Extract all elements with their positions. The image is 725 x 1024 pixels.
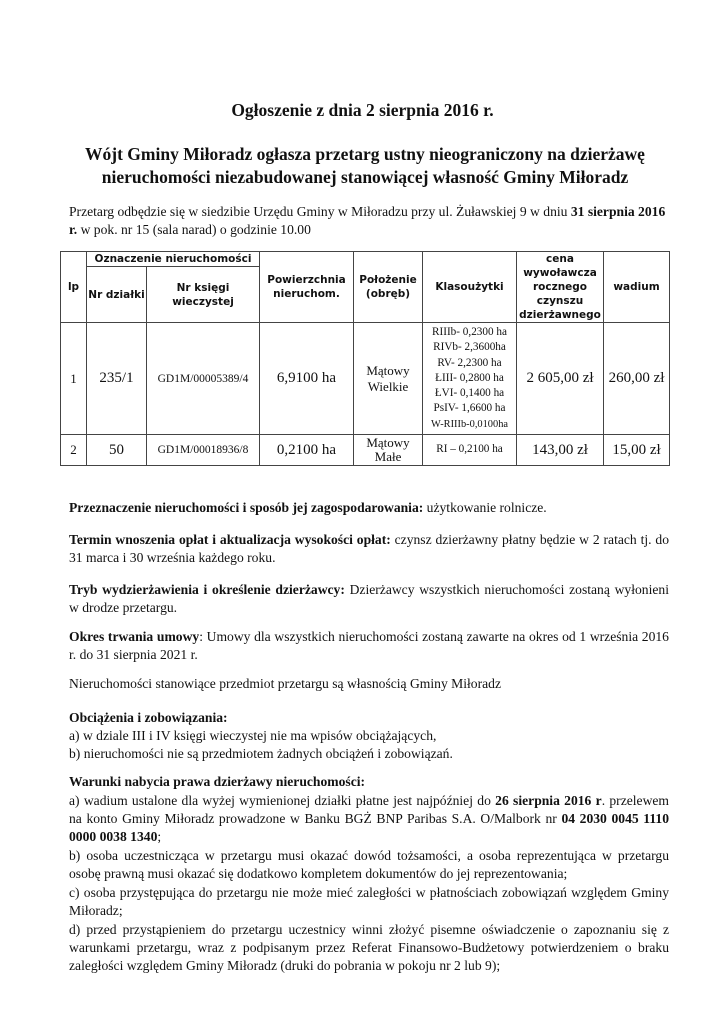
cell-deposit: 260,00 zł	[604, 323, 670, 435]
encumbrances-section	[69, 709, 669, 763]
land-class-line: ŁVI- 0,1400 ha	[434, 387, 505, 400]
payment-terms-label: Termin wnoszenia opłat i aktualizacja wysokości opłat:	[69, 532, 391, 547]
header-plot-number: Nr działki	[87, 267, 147, 323]
bank-account-number: 04 2030 0045 1110 0000 0038 1340	[69, 811, 669, 844]
announcement-heading: Wójt Gminy Miłoradz ogłasza przetarg ustny nieograniczony na dzierżawę nieruchomości niezabudowanej stanowiącej własność Gminy Miłoradz	[85, 144, 645, 187]
condition-a-text: ;	[157, 829, 162, 844]
cell-starting-price: 2 605,00 zł	[517, 323, 604, 435]
contract-period-paragraph	[69, 628, 669, 664]
cell-location: Mątowy Małe	[354, 435, 423, 466]
contract-period-text: : Umowy dla wszystkich nieruchomości zostaną zawarte na okres od 1 września 2016 r. do 31 sierpnia 2021 r.	[69, 629, 669, 662]
cell-land-register-number: GD1M/00018936/8	[147, 435, 260, 466]
table-row	[61, 435, 670, 466]
condition-item: d) przed przystąpieniem do przetargu uczestnicy winni złożyć pisemne oświadczenie o zapoznaniu się z warunkami przetargu, wraz z podpisanym przez Referat Finansowo-Budżetowy potwierdzeniem o braku zaległości względem Gminy Miłoradz (druki do pobrania w pokoju nr 2 lub 9);	[69, 922, 669, 973]
condition-item-a	[69, 792, 669, 846]
cell-land-classes	[423, 323, 517, 435]
cell-area: 0,2100 ha	[260, 435, 354, 466]
header-location: Położenie (obręb)	[354, 252, 423, 323]
cell-deposit: 15,00 zł	[604, 435, 670, 466]
header-area: Powierzchnia nieruchom.	[260, 252, 354, 323]
payment-terms-paragraph	[69, 531, 669, 567]
land-class-line: PsIV- 1,6600 ha	[433, 402, 506, 415]
purpose-paragraph	[69, 499, 669, 517]
table-row	[61, 323, 670, 435]
cell-land-register-number: GD1M/00005389/4	[147, 323, 260, 435]
auction-date: 31 sierpnia 2016 r.	[69, 204, 666, 237]
condition-item: b) osoba uczestnicząca w przetargu musi okazać dowód tożsamości, a osoba reprezentująca w przetargu osobę prawną musi okazać się dodatkowo kompletem dokumentów do jej reprezentowania;	[69, 848, 669, 881]
table-header-row	[61, 252, 670, 267]
ownership-paragraph: Nieruchomości stanowiące przedmiot przetargu są własnością Gminy Miłoradz	[69, 676, 501, 691]
land-class-line: RIVb- 2,3600ha	[433, 341, 506, 354]
lease-conditions-label: Warunki nabycia prawa dzierżawy nieruchomości:	[69, 774, 366, 789]
encumbrances-label: Obciążenia i zobowiązania:	[69, 710, 228, 725]
header-land-register-number: Nr księgi wieczystej	[147, 267, 260, 323]
lease-mode-paragraph	[69, 581, 669, 617]
auction-location-paragraph	[69, 203, 669, 239]
cell-lp: 1	[61, 323, 87, 435]
lease-mode-label: Tryb wydzierżawienia i określenie dzierżawcy:	[69, 582, 345, 597]
announcement-date-title: Ogłoszenie z dnia 2 sierpnia 2016 r.	[231, 100, 494, 120]
intro-text-after: w pok. nr 15 (sala narad) o godzinie 10.00	[77, 222, 311, 237]
lease-mode-text: Dzierżawcy wszystkich nieruchomości zostaną wyłonieni w drodze przetargu.	[69, 582, 669, 615]
deposit-deadline: 26 sierpnia 2016 r	[495, 793, 602, 808]
cell-plot-number: 50	[87, 435, 147, 466]
encumbrance-item: b) nieruchomości nie są przedmiotem żadnych obciążeń i zobowiązań.	[69, 746, 453, 761]
header-starting-price: cena wywoławcza rocznego czynszu dzierżawnego	[517, 252, 604, 323]
property-table	[60, 251, 670, 466]
cell-starting-price: 143,00 zł	[517, 435, 604, 466]
header-deposit: wadium	[604, 252, 670, 323]
payment-terms-text: czynsz dzierżawny płatny będzie w 2 ratach tj. do 31 marca i 30 września każdego roku.	[69, 532, 669, 565]
header-lp: lp	[61, 252, 87, 323]
lease-conditions-section	[69, 773, 669, 975]
condition-a-text: . przelewem na konto Gminy Miłoradz prowadzone w Banku BGŻ BNP Paribas S.A. O/Malbork nr	[69, 793, 669, 826]
cell-lp: 2	[61, 435, 87, 466]
land-class-line: RIIIb- 0,2300 ha	[432, 325, 507, 338]
condition-a-text: a) wadium ustalone dla wyżej wymienionej działki płatne jest najpóźniej do	[69, 793, 496, 808]
encumbrance-item: a) w dziale III i IV księgi wieczystej nie ma wpisów obciążających,	[69, 728, 437, 743]
header-land-classes: Klasoużytki	[423, 252, 517, 323]
land-class-line: RI – 0,2100 ha	[436, 443, 503, 456]
cell-location: Mątowy Wielkie	[354, 323, 423, 435]
purpose-label: Przeznaczenie nieruchomości i sposób jej zagospodarowania:	[69, 500, 424, 515]
land-class-line: W-RIIIb-0,0100ha	[430, 418, 509, 430]
land-class-line: ŁIII- 0,2800 ha	[435, 371, 504, 384]
contract-period-label: Okres trwania umowy	[69, 629, 200, 644]
land-class-line: RV- 2,2300 ha	[437, 356, 502, 369]
condition-item: c) osoba przystępująca do przetargu nie może mieć zaległości w płatnościach zobowiązań względem Gminy Miłoradz;	[69, 885, 669, 918]
header-property-designation: Oznaczenie nieruchomości	[87, 252, 260, 267]
cell-plot-number: 235/1	[87, 323, 147, 435]
cell-land-classes	[423, 435, 517, 466]
intro-text: Przetarg odbędzie się w siedzibie Urzędu Gminy w Miłoradzu przy ul. Żuławskiej 9 w dniu	[69, 204, 571, 219]
purpose-text: użytkowanie rolnicze.	[423, 500, 547, 515]
cell-area: 6,9100 ha	[260, 323, 354, 435]
